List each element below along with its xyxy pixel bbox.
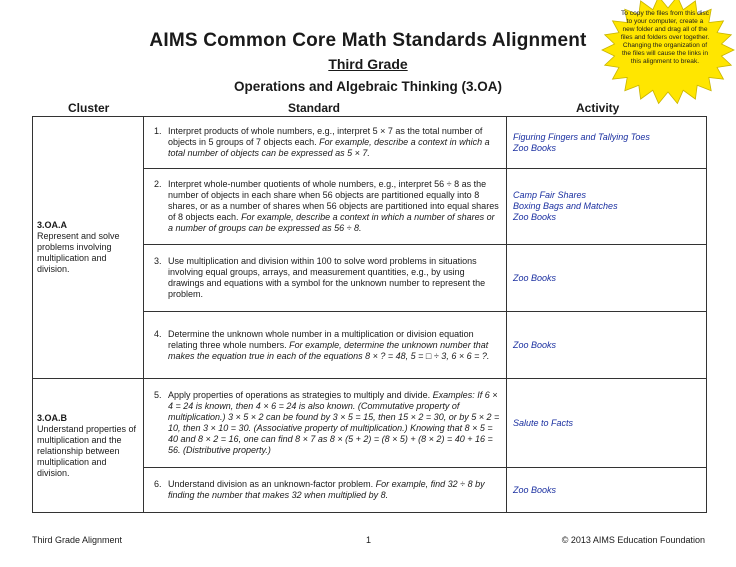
standard-number: 6. [154, 479, 162, 489]
standard-text: Determine the unknown whole number in a multiplication or division equation relating three whole numbers. [168, 328, 474, 350]
cluster-cell [33, 117, 144, 379]
column-header-standard: Standard [288, 101, 341, 115]
standard-number: 5. [154, 390, 162, 400]
standard-cell [144, 312, 507, 379]
activity-link[interactable]: Salute to Facts [513, 417, 574, 428]
standard-cell [144, 245, 507, 312]
cluster-id: 3.OA.B [37, 412, 68, 423]
activity-link[interactable]: Zoo Books [513, 484, 557, 495]
standard-example: For example, determine the unknown number that makes the equation true in each of the equations 8 × ? = 48, 5 = □ ÷ 3, 6 × 6 = ?. [168, 339, 490, 361]
activity-link[interactable]: Zoo Books [513, 212, 557, 222]
activity-link[interactable]: Figuring Fingers and Tallying Toes [513, 131, 650, 142]
activity-cell [507, 379, 707, 468]
cluster-id: 3.OA.A [37, 220, 68, 230]
standard-cell [144, 117, 507, 169]
cluster-description: Understand properties of multiplication and the relationship between multiplication and division. [37, 423, 137, 478]
activity-link[interactable]: Zoo Books [513, 142, 557, 153]
standard-example: For example, describe a context in which a total number of objects can be expressed as 5 × 7. [168, 137, 490, 158]
column-header-activity: Activity [576, 101, 620, 115]
domain-heading: Operations and Algebraic Thinking (3.OA) [233, 79, 503, 94]
cluster-cell [33, 379, 144, 513]
standard-number: 4. [154, 328, 162, 339]
footer-left: Third Grade Alignment [32, 535, 123, 545]
page-title: AIMS Common Core Math Standards Alignment [149, 30, 587, 51]
activity-cell [507, 245, 707, 312]
column-header-cluster: Cluster [68, 101, 110, 115]
standard-text: Apply properties of operations as strategies to multiply and divide. [168, 390, 431, 400]
page-number: 1 [366, 535, 372, 545]
activity-link[interactable]: Boxing Bags and Matches [513, 201, 618, 211]
standard-cell [144, 169, 507, 245]
standard-example: For example, describe a context in which a number of shares or a number of groups can be expressed as 56 ÷ 8. [168, 212, 495, 233]
activity-link[interactable]: Zoo Books [513, 272, 557, 283]
standard-text: Use multiplication and division within 100 to solve word problems in situations involving equal groups, arrays, and measurement quantities, e.g., by using drawings and equations with a symbol for the unknown number to represent the problem. [168, 256, 486, 299]
standard-text: Understand division as an unknown-factor problem. [168, 479, 374, 489]
table-row [33, 117, 707, 169]
table-row [33, 379, 707, 468]
standard-number: 1. [154, 126, 162, 136]
activity-link[interactable]: Zoo Books [513, 339, 557, 350]
activity-cell [507, 468, 707, 513]
standard-text: Interpret products of whole numbers, e.g., interpret 5 × 7 as the total number of objects in 5 groups of 7 objects each. [168, 126, 483, 147]
activity-link[interactable]: Camp Fair Shares [513, 190, 587, 200]
activity-cell [507, 169, 707, 245]
standard-example: Examples: If 6 × 4 = 24 is known, then 4 × 6 = 24 is also known. (Commutative property of multiplication.) 3 × 5 × 2 can be found by 3 × 5 = 15, then 15 × 2 = 30, or by 5 × 2 = 10, then 3 × 10 = 30. (Associative property of multiplication.) Knowing that 8 × 5 = 40 and 8 × 2 = 16, one can find 8 × 7 as 8 × (5 + 2) = (8 × 5) + (8 × 2) = 40 + 16 = 56. (Distributive property.) [168, 390, 500, 455]
standard-cell [144, 468, 507, 513]
footer-copyright: © 2013 AIMS Education Foundation [561, 535, 705, 545]
activity-cell [507, 117, 707, 169]
standard-example: For example, find 32 ÷ 8 by finding the number that makes 32 when multiplied by 8. [168, 479, 485, 500]
standard-number: 2. [154, 179, 162, 189]
cluster-description: Represent and solve problems involving multiplication and division. [37, 231, 120, 274]
copy-instructions-starburst [592, 0, 736, 112]
alignment-table [32, 116, 707, 513]
standard-text: Interpret whole-number quotients of whole numbers, e.g., interpret 56 ÷ 8 as the number of objects in each share when 56 objects are partitioned equally into 8 shares, or as a number of shares when 56 objects are partitioned into equal shares of 8 objects each. [168, 179, 499, 222]
grade-heading: Third Grade [328, 56, 408, 72]
starburst-text: To copy the files from this disc to your computer, create a new folder and drag all of the files and folders over together. Changing the organization of the files will cause the links in this alignment to break. [620, 10, 710, 65]
activity-cell [507, 312, 707, 379]
standard-number: 3. [154, 256, 162, 266]
standard-cell [144, 379, 507, 468]
